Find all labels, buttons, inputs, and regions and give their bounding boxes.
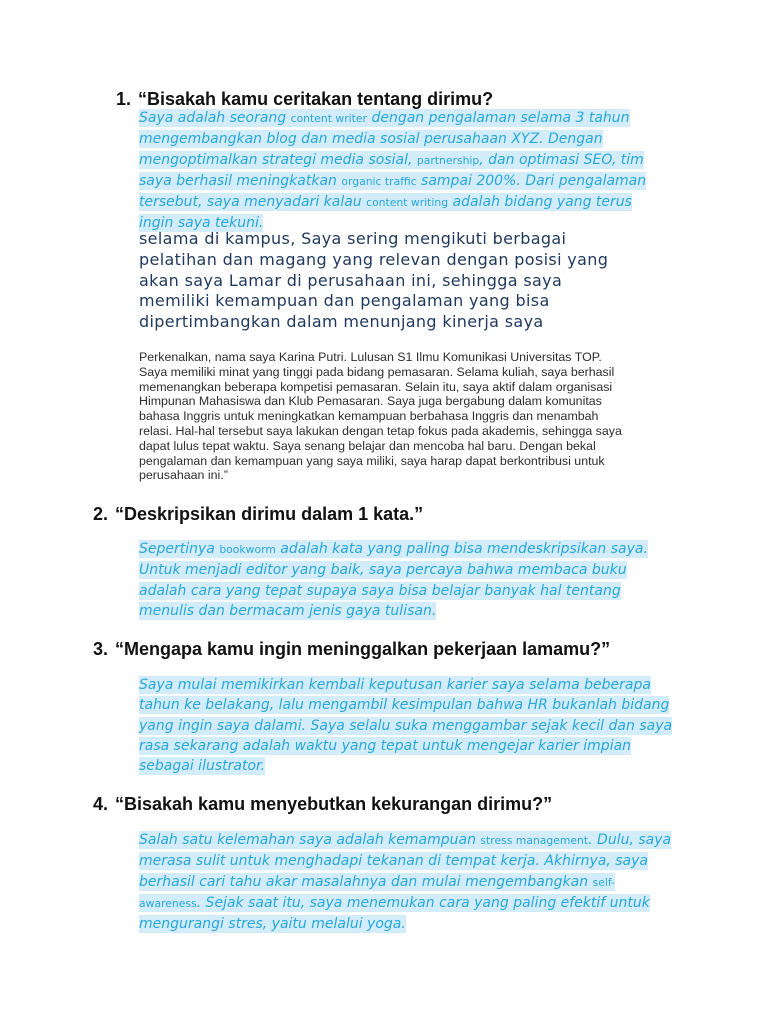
answer-term: stress management	[480, 834, 589, 847]
question-4-heading	[93, 793, 552, 815]
continuation-line: memiliki kemampuan dan pengalaman yang bisa	[139, 291, 550, 311]
question-number: 3.	[93, 639, 109, 659]
intro-line: perusahaan ini.”	[139, 468, 228, 483]
answer-highlight: Saya mulai memikirkan kembali keputusan karier saya selama beberapa tahun ke belakang, lalu mengambil kesimpulan bahwa HR bukanlah bidang yang ingin saya dalami. Saya selalu suka menggambar sejak kecil dan saya rasa sekarang adalah waktu yang tepat untuk mengejar karier impian sebagai ilustrator.	[139, 677, 673, 775]
answer-highlight: Sepertinya bookworm adalah kata yang paling bisa mendeskripsikan saya. Untuk menjadi editor yang baik, saya percaya bahwa membaca buku adalah cara yang tepat supaya saya bisa belajar banyak hal tentang menulis dan bermacam jenis gaya tulisan.	[139, 541, 648, 619]
answer-2-paragraph	[139, 539, 659, 621]
question-title: “Deskripsikan dirimu dalam 1 kata.”	[115, 504, 424, 524]
question-number: 1.	[116, 89, 132, 109]
continuation-line: dipertimbangkan dalam menunjang kinerja saya	[139, 312, 544, 332]
answer-1-paragraph	[139, 108, 649, 234]
question-title: “Bisakah kamu menyebutkan kekurangan dirimu?”	[115, 794, 553, 814]
question-title: “Mengapa kamu ingin meninggalkan pekerjaan lamamu?”	[115, 639, 611, 659]
answer-highlight: Saya adalah seorang content writer dengan pengalaman selama 3 tahun mengembangkan blog dan media sosial perusahaan XYZ. Dengan mengoptimalkan strategi media sosial, partnership, dan optimasi SEO, tim saya berhasil meningkatkan organic traffic sampai 200%. Dari pengalaman tersebut, saya menyadari kalau content writing adalah bidang yang terus ingin saya tekuni.	[139, 110, 647, 232]
answer-term: organic traffic	[341, 174, 417, 188]
intro-line: memenangkan beberapa kompetisi pemasaran. Selain itu, saya aktif dalam organisasi	[139, 379, 613, 394]
intro-line: relasi. Hal-hal tersebut saya lakukan dengan tetap fokus pada akademis, sehingga saya	[139, 424, 622, 438]
answer-term: content writer	[290, 112, 367, 125]
continuation-line: pelatihan dan magang yang relevan dengan posisi yang	[139, 249, 609, 269]
question-1-heading	[116, 88, 493, 110]
continuation-line: akan saya Lamar di perusahaan ini, sehingga saya	[139, 270, 563, 290]
question-title: “Bisakah kamu ceritakan tentang dirimu?	[138, 89, 494, 109]
continuation-line: selama di kampus, Saya sering mengikuti berbagai	[139, 229, 567, 248]
intro-line: Himpunan Mahasiswa dan Klub Pemasaran. Saya juga bergabung dalam komunitas	[139, 394, 602, 409]
question-number: 2.	[93, 504, 109, 524]
answer-term: self-awareness	[139, 875, 615, 910]
question-number: 4.	[93, 794, 109, 814]
intro-line: Saya memiliki minat yang tinggi pada bidang pemasaran. Selama kuliah, saya berhasil	[139, 364, 615, 379]
answer-4-paragraph	[139, 830, 677, 934]
intro-line: Perkenalkan, nama saya Karina Putri. Lulusan S1 Ilmu Komunikasi Universitas TOP.	[139, 350, 602, 364]
answer-term: partnership	[416, 153, 480, 167]
answer-3-paragraph	[139, 675, 674, 776]
question-3-heading	[93, 638, 610, 660]
answer-term: bookworm	[219, 543, 276, 556]
question-2-heading	[93, 503, 423, 525]
answer-term: content writing	[366, 196, 449, 210]
intro-line: pengalaman dan kemampuan yang saya miliki, saya harap dapat berkontribusi untuk	[139, 453, 605, 468]
intro-line: bahasa Inggris untuk meningkatkan kemampuan berbahasa Inggris dan menambah	[139, 409, 599, 424]
answer-highlight: Salah satu kelemahan saya adalah kemampuan stress management. Dulu, saya merasa sulit untuk menghadapi tekanan di tempat kerja. Akhirnya, saya berhasil cari tahu akar masalahnya dan mulai mengembangkan self-awareness. Sejak saat itu, saya menemukan cara yang paling efektif untuk mengurangi stres, yaitu melalui yoga.	[139, 832, 672, 933]
intro-line: dapat lulus tepat waktu. Saya senang belajar dan mencoba hal baru. Dengan bekal	[139, 438, 596, 453]
